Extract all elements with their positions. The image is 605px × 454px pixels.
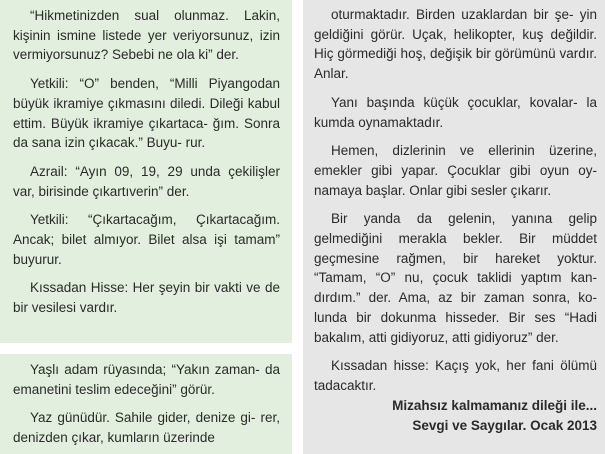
text-line: var, birisinde çıkartıverin” der. [13, 183, 190, 199]
paragraph [314, 93, 597, 132]
text-line: Azrail: “Ayın 09, 19, 29 unda çekilişler [30, 163, 280, 179]
text-line: yin geldiğini görür. Uçak, helikopter, kuş [314, 7, 597, 42]
signature-line-2: Sevgi ve Saygılar. Ocak 2013 [412, 417, 597, 433]
paragraph [13, 74, 280, 153]
text-line: ğım. Sonra da sana izin çıkacak.” Buyu- [13, 115, 280, 151]
text-line: ölümü tadacaktır. [314, 358, 597, 393]
right-column-body [314, 5, 597, 396]
text-line: oturmaktadır. Birden uzaklardan bir şe- [331, 7, 574, 22]
left-column-bottom [0, 354, 292, 454]
text-line: gelmediğini merakla bekler. Bir müddet [314, 231, 597, 247]
text-line: Yaşlı adam rüyasında; “Yakın zaman- [30, 362, 260, 377]
text-line: büyük ikramiye çıkmasını diledi. Dileği [13, 95, 244, 111]
paragraph [314, 5, 597, 84]
paragraph [314, 209, 597, 347]
text-line: kabul ettim. Büyük ikramiye çıkartaca- [13, 95, 280, 131]
text-line: görümünü vardır. Anlar. [314, 46, 597, 82]
left-column-top [0, 0, 292, 343]
paragraph [13, 162, 280, 201]
text-line: Yetkili: “O” benden, “Milli Piyangodan [30, 76, 280, 92]
text-line: Yetkili: “Çıkartacağım, Çıkartacağım. [30, 212, 280, 228]
text-line: dırdım.” der. Ama, az bir zaman sonra, ko- [314, 290, 597, 306]
right-column [303, 0, 605, 454]
paragraph [13, 210, 280, 269]
text-line: de bir vesilesi vardır. [13, 280, 280, 316]
text-line: emekler gibi yapar. Çocuklar gibi oyun oy- [314, 162, 597, 178]
text-line: rer, denizden çıkar, kumların üzerinde [13, 410, 280, 446]
text-line: lunda bir dokunma hisseder. Bir ses “Hadi [314, 309, 597, 325]
signature [314, 396, 597, 436]
text-line: namaya başlar. Onlar gibi sesler çıkarır. [314, 182, 552, 198]
text-line: Yanı başında küçük çocuklar, kovalar- [331, 94, 578, 110]
text-line: la kumda oynamaktadır. [314, 94, 597, 130]
paragraph [13, 360, 280, 399]
text-line: geçmesine rağmen, bir hareket yoktur. [314, 250, 597, 266]
text-line: der. [216, 47, 239, 63]
text-line: Yaz günüdür. Sahile gider, denize gi- [30, 410, 256, 426]
text-line: Bir yanda da gelenin, yanına gelip [331, 211, 597, 227]
text-line: değildir. Hiç görmediği hoş, değişik bir [314, 26, 597, 62]
text-line: Hemen, dizlerinin ve ellerinin üzerine, [331, 143, 597, 159]
paragraph [314, 141, 597, 200]
text-line: bakalım, atti gidiyoruz, atti gidiyoruz” der. [314, 329, 559, 345]
text-line: Ancak; bilet almıyor. Bilet alsa işi tamam” [13, 232, 280, 248]
text-line: “Tamam, “O” nu, çocuk taklidi yaptım kan- [314, 270, 597, 286]
paragraph [13, 6, 280, 65]
paragraph [314, 356, 597, 395]
text-line: “Hikmetinizden sual olunmaz. Lakin, [30, 8, 280, 23]
paragraph [13, 408, 280, 447]
text-line: buyurur. [13, 251, 62, 267]
text-line: kişinin ismine listede yer veriyorsunuz, [13, 27, 254, 43]
text-line: Kıssadan Hisse: Her şeyin bir vakti ve [30, 280, 261, 296]
text-line: Kıssadan hisse: Kaçış yok, her fani [331, 358, 554, 374]
text-line: rur. [185, 135, 206, 151]
signature-line-1: Mizahsız kalmamanız dileği ile... [392, 397, 597, 413]
text-line: da emanetini teslim edeceğini” görür. [13, 362, 280, 397]
text-line: izin vermiyorsunuz? Sebebi ne ola ki” [13, 27, 280, 63]
paragraph [13, 278, 280, 317]
